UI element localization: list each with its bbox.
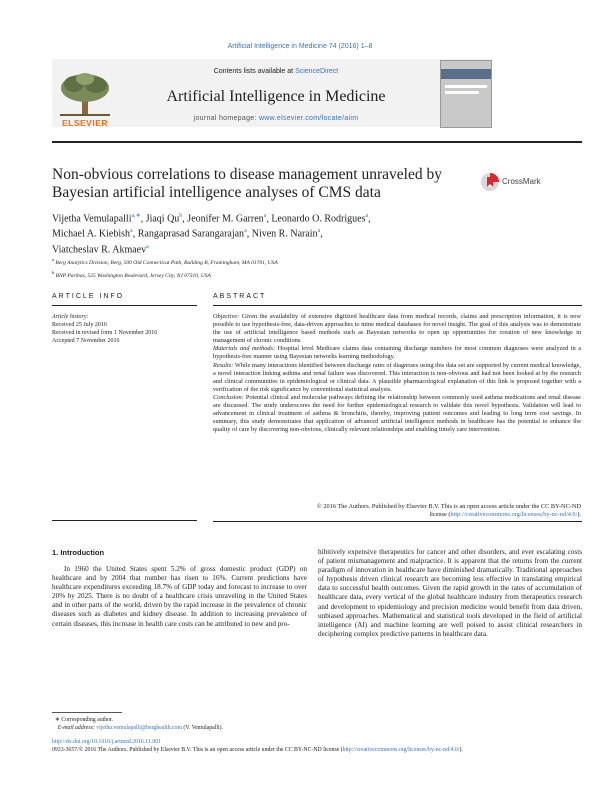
- author-affiliation-mark[interactable]: a: [317, 228, 321, 235]
- article-info-heading: ARTICLE INFO: [52, 293, 125, 300]
- doi-block: http://dx.doi.org/10.1016/j.artmed.2016.11.001 0933-3657/© 2016 The Authors. Published by Elsevier B.V. This is an open access article under the CC BY-NC-ND license (http://creativecommons.org/licenses/by-nc-nd/4.0/).: [52, 739, 463, 753]
- author-name[interactable]: Vijetha Vemulapalli: [52, 213, 132, 225]
- abstract-objective: Objective: Given the availability of extensive digitized healthcare data from medical records, claims and prescription information, it is now possible to use hypothesis-free, data-driven approaches to mine medical databases for novel insight. The goal of this analysis was to demonstrate the use of artificial intelligence based methods such as Bayesian networks to open up opportunities for creation of new knowledge in management of chronic conditions.: [213, 313, 581, 345]
- author-affiliation-mark[interactable]: a: [146, 243, 149, 250]
- sciencedirect-link[interactable]: ScienceDirect: [295, 68, 339, 75]
- homepage-label: journal homepage:: [193, 115, 259, 122]
- crossmark-badge[interactable]: [480, 172, 570, 192]
- contents-prefix: Contents lists available at: [213, 68, 296, 75]
- article-info-bottom-rule: [52, 520, 197, 521]
- author-affiliation-mark[interactable]: a: [130, 228, 133, 235]
- abstract-body: [213, 313, 581, 434]
- journal-reference[interactable]: Artificial Intelligence in Medicine 74 (2016) 1–8: [227, 43, 373, 50]
- article-info-rule: [52, 305, 197, 306]
- crossmark-label: CrossMark: [502, 177, 541, 186]
- accepted-date: Accepted 7 November 2016: [52, 338, 120, 344]
- doi-link[interactable]: http://dx.doi.org/10.1016/j.artmed.2016.11.001: [52, 739, 162, 745]
- author-email-link[interactable]: vijetha.vemulapalli@berghealth.com: [96, 725, 182, 731]
- introduction-column-2: hibitively expensive therapeutics for cancer and other disorders, and ever escalating costs of patient mismanagement and malpractice. It is apparent that the returns from the current paradigm of innovation in healthcare have diminished dramatically. Traditional approaches of hypothesis driven clinical research are becoming less effective in translating empirical data to successful health outcomes. Given the rapid growth in the rates of accumulation of healthcare data, every vertical of the global healthcare industry from therapeutics research and development to epidemiology and precision medicine would benefit from data driven, unbiased approaches. Mathematical and statistical tools developed in the field of artificial intelligence (AI) and machine learning are well poised to assist clinical researchers in deciphering complex predictive patterns in healthcare data.: [318, 548, 582, 638]
- abstract-bottom-rule: [213, 521, 582, 522]
- introduction-column-1: In 1960 the United States spent 5.2% of gross domestic product (GDP) on healthcare and by 2004 that number has risen to 16%. Current predictions have healthcare expenditures exceeding 18.7% of GDP today and forecast to increase to over 20% by 2025. There is no doubt of a healthcare crisis unraveling in the United States and in other parts of the world, driven by the rapid increase in the prevalence of chronic diseases such as diabetes and kidney disease. In addition to increasing prevalence of certain diseases, this increase in health care costs can be attributed to new and pro-: [52, 565, 307, 628]
- journal-cover-thumbnail: [440, 60, 492, 128]
- abstract-heading: ABSTRACT: [213, 293, 267, 300]
- author-affiliation-mark[interactable]: b: [179, 213, 183, 219]
- author-name[interactable]: Rangaprasad Sarangarajan: [137, 228, 245, 240]
- author-affiliation-mark[interactable]: a: [365, 213, 369, 219]
- abstract-copyright: © 2016 The Authors. Published by Elsevier B.V. This is an open access article under the CC BY-NC-ND license (http://creativecommons.org/licenses/by-nc-nd/4.0/).: [213, 503, 581, 519]
- author-affiliation-mark[interactable]: a: [244, 228, 247, 235]
- history-label: Article history:: [52, 314, 89, 320]
- author-name[interactable]: Jeonifer M. Garren: [187, 213, 264, 225]
- license-link[interactable]: http://creativecommons.org/licenses/by-nc-nd/4.0/: [450, 511, 578, 519]
- contents-available: [118, 68, 434, 75]
- author-name[interactable]: Michael A. Kiebish: [52, 228, 131, 240]
- author-name[interactable]: Leonardo O. Rodrigues: [271, 213, 366, 225]
- copyright-line: © 2016 The Authors. Published by Elsevier B.V. This is an open access article under the CC BY-NC-ND: [317, 503, 581, 510]
- author-name[interactable]: Niven R. Narain: [251, 228, 318, 240]
- article-title: Non-obvious correlations to disease management unraveled by Bayesian artificial intelligence analyses of CMS data: [52, 166, 442, 201]
- footnote-rule: [52, 712, 122, 713]
- affiliations: [52, 255, 472, 281]
- affiliation-item: $^a$ Berg Analytics Division, Berg, 500 Old Connecticut Path, Building B, Framingham, MA 01701, USA: [52, 257, 278, 266]
- elsevier-tree-logo: [54, 70, 116, 118]
- abstract-methods: Materials and methods: Hospital level Medicare claims data containing discharge numbers for most common diagnoses were analyzed in a hypothesis-free manner using Bayesian networks learning methodology.: [213, 345, 581, 361]
- revised-date: Received in revised form 1 November 2016: [52, 330, 158, 336]
- author-name[interactable]: Viatcheslav R. Akmaev: [52, 243, 147, 255]
- abstract-conclusion: Conclusion: Potential clinical and molecular pathways defining the relationship between commonly used asthma medications and renal disease are discussed. The study underscores the need for further epidemiological research to validate this novel hypothesis. Validation will lead to advancement in clinical treatment of asthma & bronchitis, thereby, improving patient outcomes and leading to long term cost savings. In summary, this study demonstrates that application of advanced artificial intelligence methods in healthcare has the potential to enhance the quality of care by discovering non-obvious, clinically relevant relationships and enabling timely care intervention.: [213, 393, 581, 434]
- header-divider: [52, 141, 582, 143]
- affiliation-item: $^b$ BNP Paribas, 525 Washington Boulevard, Jersey City, NJ 07310, USA: [52, 269, 211, 279]
- corresponding-author-footnote: ∗ Corresponding author. E-mail address: vijetha.vemulapalli@berghealth.com (V. Vemulapalli).: [54, 717, 223, 731]
- introduction-heading: 1. Introduction: [52, 548, 105, 557]
- author-affiliation-mark[interactable]: a: [263, 213, 267, 219]
- article-history: [52, 313, 192, 345]
- license-footer-link[interactable]: http://creativecommons.org/licenses/by-nc-nd/4.0/: [342, 747, 460, 753]
- abstract-results: Results: While many interactions identified between discharge rates of diagnoses using this data set are supported by current medical knowledge, a novel interaction linking asthma and renal failure was discovered. This interaction is non-obvious and had not been looked at by the research and clinical communities in epidemiological or clinical data. A plausible pharmacological explanation of this link is proposed together with a verification of the risk significance by conventional statistical analysis.: [213, 361, 581, 393]
- journal-homepage: [118, 115, 434, 122]
- author-name[interactable]: Jiaqi Qu: [145, 213, 180, 225]
- received-date: Received 25 July 2016: [52, 322, 107, 328]
- homepage-link[interactable]: www.elsevier.com/locate/aiim: [258, 115, 359, 122]
- abstract-rule: [213, 305, 582, 306]
- author-list: Vijetha Vemulapalli$^{a,∗}$, Jiaqi Qu$^b$, Jeonifer M. Garren$^a$, Leonardo O. Rodrigues$^a$, Michael A. Kiebish$^a$, Rangaprasad Sarangarajan$^a$, Niven R. Narain$^a$, Viatcheslav R. Akmaev$^a$: [52, 213, 371, 255]
- journal-title: Artificial Intelligence in Medicine: [166, 88, 386, 105]
- author-affiliation-mark[interactable]: a,∗: [131, 213, 141, 219]
- elsevier-wordmark: ELSEVIER: [61, 118, 109, 128]
